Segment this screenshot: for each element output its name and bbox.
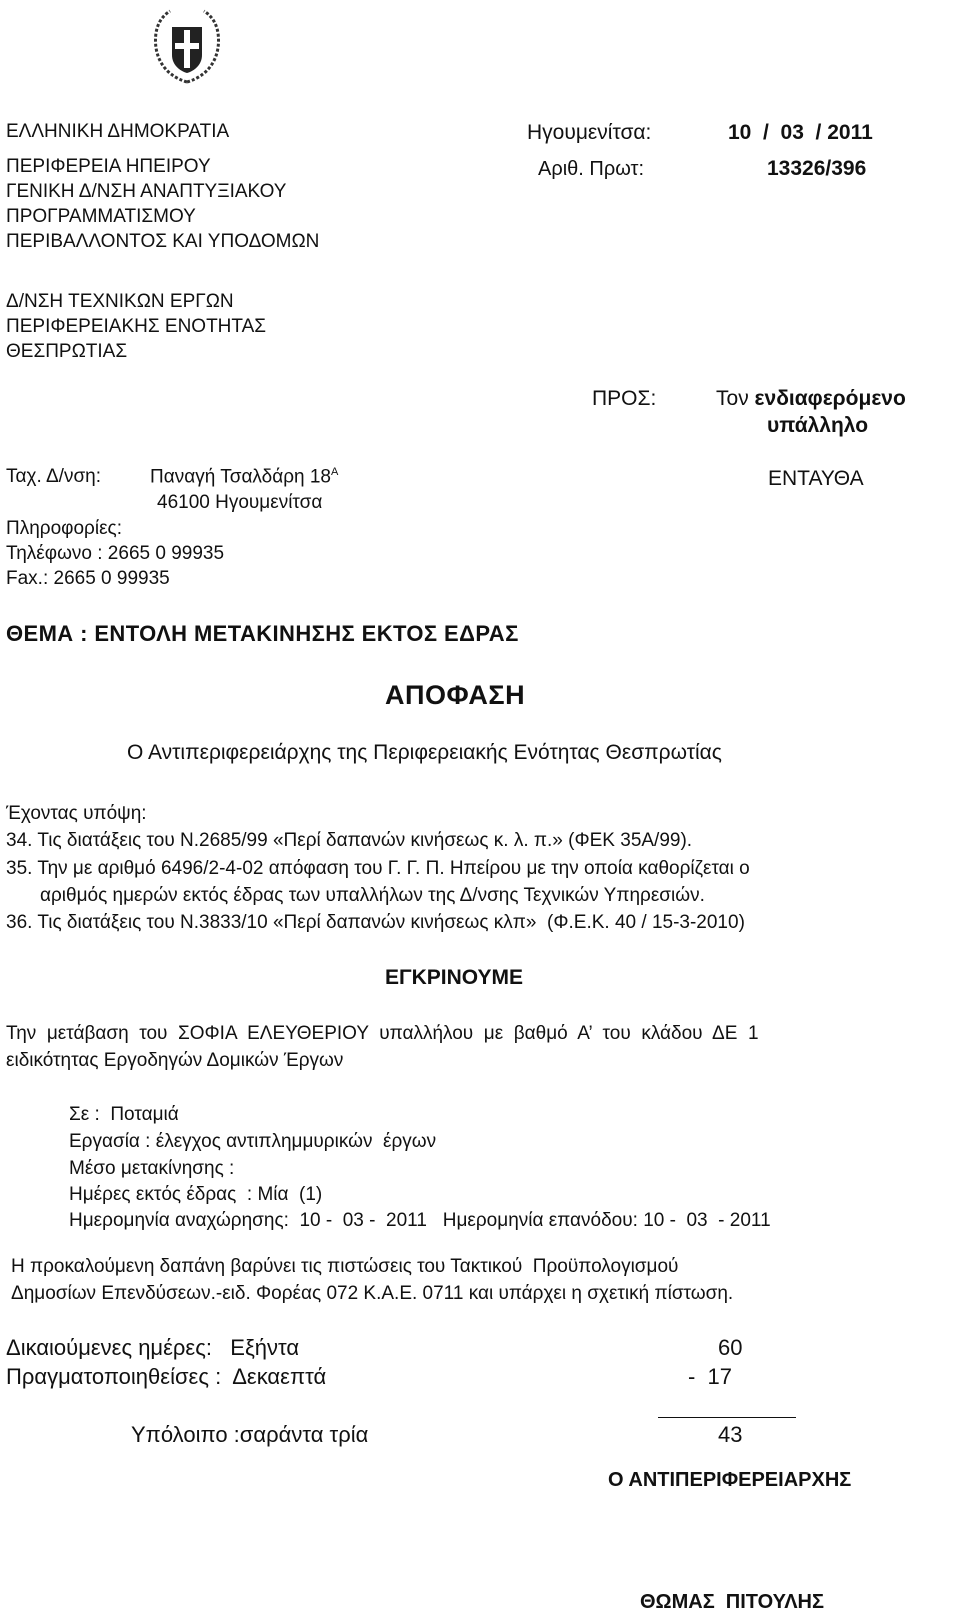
directorate-block	[6, 289, 266, 364]
decision-authority: Ο Αντιπεριφερειάρχης της Περιφερειακής Ενότητας Θεσπρωτίας	[127, 741, 722, 764]
issuer-block	[6, 154, 319, 254]
issuer-line: ΓΕΝΙΚΗ Δ/ΝΣΗ ΑΝΑΠΤΥΞΙΑΚΟΥ	[6, 181, 287, 202]
approve-title: ΕΓΚΡΙΝΟΥΜΕ	[385, 966, 524, 989]
phone-number: Τηλέφωνο : 2665 0 99935	[6, 543, 225, 564]
directorate-line: ΠΕΡΙΦΕΡΕΙΑΚΗΣ ΕΝΟΤΗΤΑΣ	[6, 316, 267, 337]
recipient-line	[716, 387, 906, 411]
trip-dates: Ημερομηνία αναχώρησης: 10 - 03 - 2011 Ημερομηνία επανόδου: 10 - 03 - 2011	[69, 1210, 771, 1231]
issuer-line: ΠΕΡΙΒΑΛΛΟΝΤΟΣ ΚΑΙ ΥΠΟΔΟΜΩΝ	[6, 231, 320, 252]
recipient-location: ΕΝΤΑΥΘΑ	[768, 467, 864, 490]
address-superscript: Α	[330, 466, 339, 478]
trip-destination: Σε : Ποταμιά	[69, 1104, 179, 1125]
protocol-label: Αριθ. Πρωτ:	[538, 158, 645, 180]
sum-rule	[658, 1417, 796, 1418]
recipient-bold: ενδιαφερόμενο	[754, 387, 906, 410]
address-street-text: Παναγή Τσαλδάρη 18	[150, 466, 331, 488]
used-days-label: Πραγματοποιηθείσες : Δεκαεπτά	[6, 1364, 327, 1389]
protocol-number: 13326/396	[767, 157, 867, 180]
recipient-bold-2: υπάλληλο	[767, 414, 869, 437]
cost-note-continued: Δημοσίων Επενδύσεων.-ειδ. Φορέας 072 Κ.Α.Ε. 0711 και υπάρχει η σχετική πίστωση.	[11, 1283, 734, 1304]
approval-text-continued: ειδικότητας Εργοδηγών Δομικών Έργων	[6, 1050, 344, 1071]
entitled-days-label: Δικαιούμενες ημέρες: Εξήντα	[6, 1335, 300, 1360]
consideration-item-continued: αριθμός ημερών εκτός έδρας των υπαλλήλων της Δ/νσης Τεχνικών Υπηρεσιών.	[40, 885, 705, 906]
considering-label: Έχοντας υπόψη:	[6, 803, 147, 824]
trip-transport: Μέσο μετακίνησης :	[69, 1158, 235, 1179]
place-label: Ηγουμενίτσα:	[527, 121, 652, 144]
recipient-prefix: Τον	[716, 387, 755, 410]
used-days-value: - 17	[688, 1364, 733, 1389]
document-date: 10 / 03 / 2011	[728, 121, 873, 144]
trip-days-away: Ημέρες εκτός έδρας : Μία (1)	[69, 1184, 323, 1205]
address-label: Ταχ. Δ/νση:	[6, 466, 102, 487]
greek-emblem-icon	[148, 5, 226, 85]
consideration-item: 35. Την με αριθμό 6496/2-4-02 απόφαση του Γ. Γ. Π. Ηπείρου με την οποία καθορίζεται ο	[6, 858, 750, 879]
address-street	[150, 466, 338, 488]
entitled-days-value: 60	[718, 1335, 743, 1360]
issuer-country: ΕΛΛΗΝΙΚΗ ΔΗΜΟΚΡΑΤΙΑ	[6, 121, 230, 142]
directorate-line: Δ/ΝΣΗ ΤΕΧΝΙΚΩΝ ΕΡΓΩΝ	[6, 291, 234, 312]
directorate-line: ΘΕΣΠΡΩΤΙΑΣ	[6, 341, 128, 362]
info-label: Πληροφορίες:	[6, 518, 122, 539]
subject-line: ΘΕΜΑ : ΕΝΤΟΛΗ ΜΕΤΑΚΙΝΗΣΗΣ ΕΚΤΟΣ ΕΔΡΑΣ	[6, 621, 519, 646]
issuer-line: ΠΕΡΙΦΕΡΕΙΑ ΗΠΕΙΡΟΥ	[6, 156, 211, 177]
decision-title: ΑΠΟΦΑΣΗ	[385, 680, 526, 710]
remaining-days-label: Υπόλοιπο :σαράντα τρία	[131, 1422, 369, 1447]
remaining-days-value: 43	[718, 1422, 743, 1447]
address-city: 46100 Ηγουμενίτσα	[157, 492, 323, 513]
approval-text: Την μετάβαση του ΣΟΦΙΑ ΕΛΕΥΘΕΡΙΟΥ υπαλλήλου με βαθμό Α’ του κλάδου ΔΕ 1	[6, 1023, 759, 1044]
signature-title: Ο ΑΝΤΙΠΕΡΙΦΕΡΕΙΑΡΧΗΣ	[608, 1469, 852, 1491]
cost-note: Η προκαλούμενη δαπάνη βαρύνει τις πιστώσεις του Τακτικού Προϋπολογισμού	[11, 1256, 679, 1277]
trip-task: Εργασία : έλεγχος αντιπλημμυρικών έργων	[69, 1131, 437, 1152]
consideration-item: 34. Τις διατάξεις του Ν.2685/99 «Περί δαπανών κινήσεως κ. λ. π.» (ΦΕΚ 35Α/99).	[6, 830, 693, 851]
to-label: ΠΡΟΣ:	[592, 387, 657, 410]
issuer-line: ΠΡΟΓΡΑΜΜΑΤΙΣΜΟΥ	[6, 206, 196, 227]
consideration-item: 36. Τις διατάξεις του Ν.3833/10 «Περί δαπανών κινήσεως κλπ» (Φ.Ε.Κ. 40 / 15-3-2010)	[6, 912, 745, 933]
fax-number: Fax.: 2665 0 99935	[6, 568, 170, 589]
signatory-name: ΘΩΜΑΣ ΠΙΤΟΥΛΗΣ	[640, 1591, 824, 1613]
